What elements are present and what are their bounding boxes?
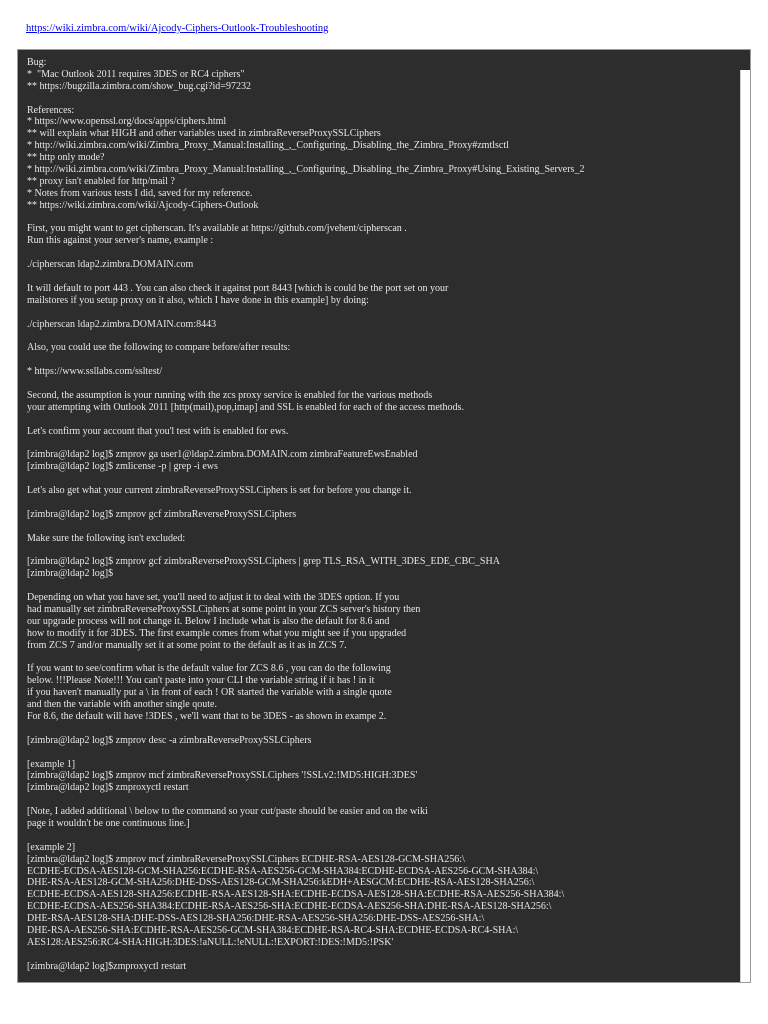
text-line: Let's also get what your current zimbraReverseProxySSLCiphers is set for before you change it. xyxy=(27,485,412,497)
text-line: AES128:AES256:RC4-SHA:HIGH:3DES:!aNULL:!eNULL:!EXPORT:!DES:!MD5:!PSK' xyxy=(27,936,394,948)
text-line: * http://wiki.zimbra.com/wiki/Zimbra_Proxy_Manual:Installing_,_Configuring,_Disabling_the_Zimbra_Proxy#zmtlsctl xyxy=(27,140,509,152)
text-line: For 8.6, the default will have !3DES , we'll want that to be 3DES - as shown in exampe 2. xyxy=(27,710,387,722)
text-line: DHE-RSA-AES256-SHA:ECDHE-RSA-AES256-GCM-SHA384:ECDHE-RSA-RC4-SHA:ECDHE-ECDSA-RC4-SHA:\ xyxy=(27,925,519,937)
text-line xyxy=(27,747,732,759)
source-url-link[interactable]: https://wiki.zimbra.com/wiki/Ajcody-Ciphers-Outlook-Troubleshooting xyxy=(26,23,329,34)
text-line: [zimbra@ldap2 log]$ zmprov desc -a zimbraReverseProxySSLCiphers xyxy=(27,734,312,746)
text-line: below. !!!Please Note!!! You can't paste into your CLI the variable string if it has ! in it xyxy=(27,675,375,687)
text-line: ECDHE-ECDSA-AES128-GCM-SHA256:ECDHE-RSA-AES256-GCM-SHA384:ECDHE-ECDSA-AES256-GCM-SHA384:\ xyxy=(27,865,539,877)
text-line xyxy=(27,580,732,592)
text-line xyxy=(27,93,732,105)
text-line xyxy=(27,497,732,509)
text-line: If you want to see/confirm what is the default value for ZCS 8.6 , you can do the following xyxy=(27,663,391,675)
text-line: page it wouldn't be one continuous line.] xyxy=(27,818,190,829)
text-line xyxy=(27,247,732,259)
text-line: ** proxy isn't enabled for http/mail ? xyxy=(27,175,175,187)
text-line: ** https://wiki.zimbra.com/wiki/Ajcody-Ciphers-Outlook xyxy=(27,199,259,211)
text-line: Bug: xyxy=(27,57,47,68)
text-line: ECDHE-ECDSA-AES256-SHA384:ECDHE-RSA-AES256-SHA:ECDHE-ECDSA-AES256-SHA:DHE-RSA-AES128-SHA256:\ xyxy=(27,901,552,913)
text-line: DHE-RSA-AES128-SHA:DHE-DSS-AES128-SHA256:DHE-RSA-AES256-SHA256:DHE-DSS-AES256-SHA:\ xyxy=(27,913,485,925)
text-line: from ZCS 7 and/or manually set it at some point to the default as it as in ZCS 7. xyxy=(27,639,347,651)
text-line: [example 2] xyxy=(27,841,76,853)
text-line: * https://www.openssl.org/docs/apps/ciphers.html xyxy=(27,116,227,128)
text-line xyxy=(27,378,732,390)
text-line xyxy=(27,830,732,842)
text-line: [zimbra@ldap2 log]$ zmprov mcf zimbraReverseProxySSLCiphers '!SSLv2:!MD5:HIGH:3DES' xyxy=(27,770,418,782)
text-line xyxy=(27,723,732,735)
text-line: how to modify it for 3DES. The first example comes from what you might see if you upgraded xyxy=(27,627,407,639)
text-line xyxy=(27,212,732,224)
text-line: ECDHE-ECDSA-AES128-SHA256:ECDHE-RSA-AES128-SHA:ECDHE-ECDSA-AES128-SHA:ECDHE-RSA-AES256-SHA384:\ xyxy=(27,889,565,901)
text-line: ./cipherscan ldap2.zimbra.DOMAIN.com xyxy=(27,259,194,271)
text-line: your attempting with Outlook 2011 [http(mail),pop,imap] and SSL is enabled for each of the access methods. xyxy=(27,401,464,413)
text-line xyxy=(27,794,732,806)
text-line xyxy=(27,438,732,450)
text-line: Run this against your server's name, example : xyxy=(27,235,214,247)
text-line: our upgrade process will not change it. Below I include what is also the default for 8.6 and xyxy=(27,615,390,627)
text-line xyxy=(27,473,732,485)
text-line xyxy=(27,414,732,426)
text-line: References: xyxy=(27,104,75,116)
text-line xyxy=(27,521,732,533)
text-line: mailstores if you setup proxy on it also, which I have done in this example] by doing: xyxy=(27,294,369,306)
text-line: had manually set zimbraReverseProxySSLCiphers at some point in your ZCS server's history then xyxy=(27,603,421,615)
text-line: [example 1] xyxy=(27,758,76,770)
text-line: * Notes from various tests I did, saved for my reference. xyxy=(27,187,253,199)
text-line: DHE-RSA-AES128-GCM-SHA256:DHE-DSS-AES128-GCM-SHA256:kEDH+AESGCM:ECDHE-RSA-AES128-SHA256:\ xyxy=(27,877,535,889)
code-panel xyxy=(17,49,751,983)
text-line: It will default to port 443 . You can also check it against port 8443 [which is could be the port set on your xyxy=(27,282,449,294)
text-line: Make sure the following isn't excluded: xyxy=(27,532,186,544)
vertical-scrollbar[interactable] xyxy=(740,70,750,982)
text-line: ** http only mode? xyxy=(27,152,105,164)
text-line xyxy=(27,330,732,342)
text-line: [zimbra@ldap2 log]$ zmprov ga user1@ldap2.zimbra.DOMAIN.com zimbraFeatureEwsEnabled xyxy=(27,449,418,461)
text-line xyxy=(27,271,732,283)
text-line: [zimbra@ldap2 log]$ xyxy=(27,568,114,580)
text-line xyxy=(27,652,732,664)
text-line xyxy=(27,545,732,557)
text-line: [zimbra@ldap2 log]$ zmprov mcf zimbraReverseProxySSLCiphers ECDHE-RSA-AES128-GCM-SHA256:\ xyxy=(27,853,465,865)
text-line: [zimbra@ldap2 log]$ zmprov gcf zimbraReverseProxySSLCiphers | grep TLS_RSA_WITH_3DES_EDE_CBC_SHA xyxy=(27,556,500,568)
text-line: [zimbra@ldap2 log]$zmproxyctl restart xyxy=(27,960,187,972)
text-line: ** https://bugzilla.zimbra.com/show_bug.cgi?id=97232 xyxy=(27,80,251,92)
text-line: Let's confirm your account that you'l test with is enabled for ews. xyxy=(27,425,289,437)
text-line: [zimbra@ldap2 log]$ zmproxyctl restart xyxy=(27,782,189,794)
text-line: * https://www.ssllabs.com/ssltest/ xyxy=(27,366,163,378)
text-line: Depending on what you have set, you'll need to adjust it to deal with the 3DES option. If you xyxy=(27,592,400,604)
text-line: * "Mac Outlook 2011 requires 3DES or RC4 ciphers" xyxy=(27,68,245,80)
text-line xyxy=(27,354,732,366)
text-line: if you haven't manually put a \ in front of each ! OR started the variable with a single quote xyxy=(27,687,392,699)
text-line xyxy=(27,307,732,319)
text-line: * http://wiki.zimbra.com/wiki/Zimbra_Proxy_Manual:Installing_,_Configuring,_Disabling_the_Zimbra_Proxy#Using_Existing_Servers_2 xyxy=(27,164,585,176)
text-line: [zimbra@ldap2 log]$ zmlicense -p | grep -i ews xyxy=(27,461,218,473)
text-line: [zimbra@ldap2 log]$ zmprov gcf zimbraReverseProxySSLCiphers xyxy=(27,508,297,520)
code-panel-text xyxy=(27,57,732,973)
text-line: First, you might want to get cipherscan. It's available at https://github.com/jvehent/cipherscan . xyxy=(27,223,407,235)
text-line: ./cipherscan ldap2.zimbra.DOMAIN.com:8443 xyxy=(27,318,217,330)
text-line: [Note, I added additional \ below to the command so your cut/paste should be easier and on the wiki xyxy=(27,806,428,818)
text-line: Also, you could use the following to compare before/after results: xyxy=(27,342,291,354)
text-line: and then the variable with another single qoute. xyxy=(27,699,217,711)
text-line xyxy=(27,949,732,961)
text-line: Second, the assumption is your running with the zcs proxy service is enabled for the various methods xyxy=(27,389,433,401)
text-line: ** will explain what HIGH and other variables used in zimbraReverseProxySSLCiphers xyxy=(27,128,381,140)
